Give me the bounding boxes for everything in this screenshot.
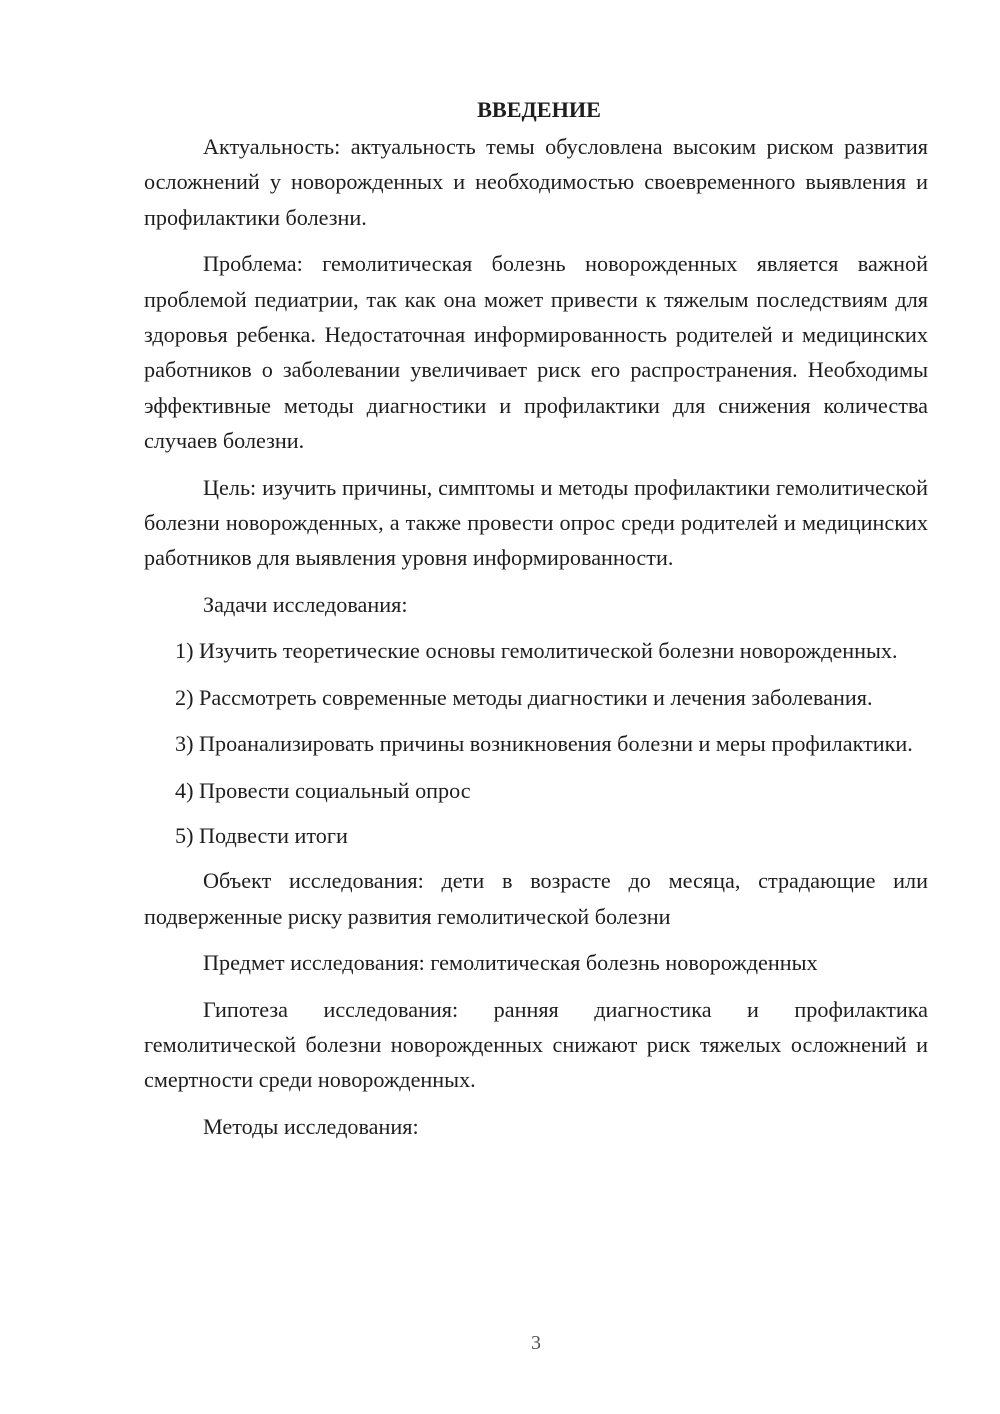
- methods-title: Методы исследования:: [203, 1113, 419, 1139]
- page-number: 3: [531, 1332, 541, 1354]
- hypothesis-paragraph: Гипотеза исследования: ранняя диагностика и профилактика гемолитической болезни новорожденных снижают риск тяжелых осложнений и смертности среди новорожденных.: [144, 996, 928, 1093]
- task-item-4: 4) Провести социальный опрос: [175, 777, 471, 803]
- subject-paragraph: Предмет исследования: гемолитическая болезнь новорожденных: [203, 950, 818, 976]
- task-item-3: 3) Проанализировать причины возникновения болезни и меры профилактики.: [175, 731, 913, 757]
- section-heading: ВВЕДЕНИЕ: [477, 97, 601, 122]
- object-paragraph: Объект исследования: дети в возрасте до месяца, страдающие или подверженные риску развития гемолитической болезни: [144, 868, 928, 929]
- task-item-2: 2) Рассмотреть современные методы диагностики и лечения заболевания.: [175, 684, 873, 710]
- task-item-1: 1) Изучить теоретические основы гемолитической болезни новорожденных.: [175, 638, 898, 664]
- task-item-5: 5) Подвести итоги: [175, 822, 348, 848]
- goal-paragraph: Цель: изучить причины, симптомы и методы профилактики гемолитической болезни новорожденных, а также провести опрос среди родителей и медицинских работников для выявления уровня информированности.: [144, 474, 928, 571]
- tasks-title: Задачи исследования:: [203, 591, 408, 617]
- document-page: [144, 92, 928, 1144]
- problem-paragraph: Проблема: гемолитическая болезнь новорожденных является важной проблемой педиатрии, так как она может привести к тяжелым последствиям для здоровья ребенка. Недостаточная информированность родителей и медицинских работников о заболевании увеличивает риск его распространения. Необходимы эффективные методы диагностики и профилактики для снижения количества случаев болезни.: [144, 251, 928, 454]
- relevance-paragraph: Актуальность: актуальность темы обусловлена высоким риском развития осложнений у новорожденных и необходимостью своевременного выявления и профилактики болезни.: [144, 134, 928, 230]
